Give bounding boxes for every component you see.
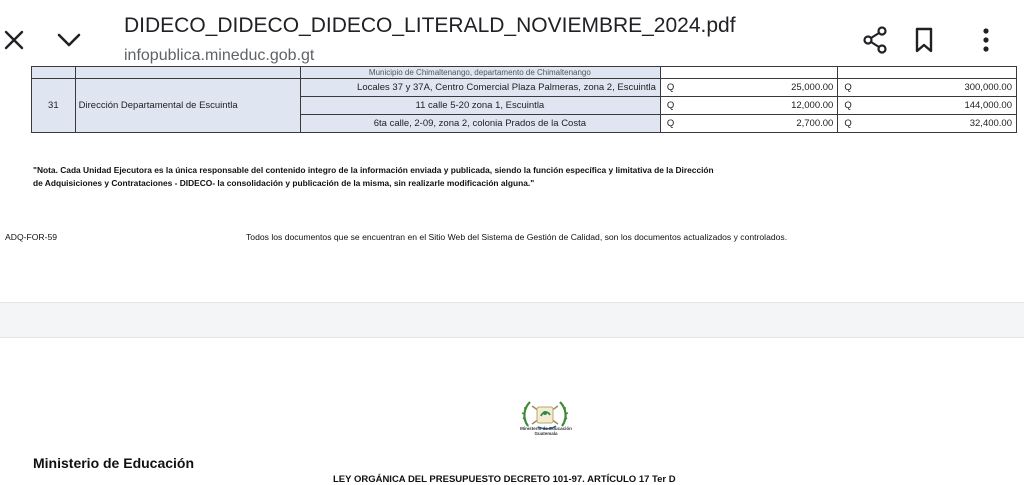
monthly-amount: 12,000.00 (680, 97, 838, 115)
currency-cell: Q (838, 97, 858, 115)
cut-row-cell: Municipio de Chimaltenango, departamento de Chimaltenango (300, 67, 660, 79)
form-code: ADQ-FOR-59 (5, 232, 58, 242)
note-line-1: "Nota. Cada Unidad Ejecutora es la única responsable del contenido integro de la información enviada y publicada, siendo la función específica y limitativa de la Dirección (33, 165, 714, 175)
bookmark-button[interactable] (906, 22, 942, 58)
address-cell: Locales 37 y 37A, Centro Comercial Plaza Palmeras, zona 2, Escuintla (300, 79, 660, 97)
table-row-cut (32, 67, 1017, 79)
rental-table (31, 66, 1017, 133)
table-row (32, 79, 1017, 97)
close-icon (3, 29, 25, 51)
monthly-amount: 25,000.00 (680, 79, 838, 97)
bookmark-icon (914, 27, 934, 53)
law-title: LEY ORGÁNICA DEL PRESUPUESTO DECRETO 101-97. ARTÍCULO 17 Ter D (333, 474, 676, 485)
currency-cell: Q (660, 79, 680, 97)
page-separator (0, 302, 1024, 338)
currency-cell: Q (838, 115, 858, 133)
unit-name: Dirección Departamental de Escuintla (75, 79, 300, 133)
document-host: infopublica.mineduc.gob.gt (124, 47, 315, 64)
row-number: 31 (32, 79, 76, 133)
more-options-button[interactable] (968, 22, 1004, 58)
pdf-page-1 (0, 68, 1024, 302)
disclaimer-note (33, 164, 813, 189)
emblem-label: Ministerio de Educación Guatemala (520, 426, 572, 436)
more-vert-icon (982, 27, 990, 53)
pdf-page-2 (0, 338, 1024, 484)
quality-footer-text: Todos los documentos que se encuentran en el Sitio Web del Sistema de Gestión de Calidad, son los documentos actualizados y controlados. (246, 232, 788, 242)
document-title: DIDECO_DIDECO_DIDECO_LITERALD_NOVIEMBRE_2024.pdf (124, 14, 736, 37)
address-cell: 6ta calle, 2-09, zona 2, colonia Prados de la Costa (300, 115, 660, 133)
annual-amount: 300,000.00 (858, 79, 1017, 97)
ministry-heading: Ministerio de Educación (33, 455, 195, 471)
annual-amount: 32,400.00 (858, 115, 1017, 133)
currency-cell: Q (838, 79, 858, 97)
note-line-2: de Adquisiciones y Contrataciones - DIDECO- la consolidación y publicación de la misma, sin realizarle modificación alguna." (33, 177, 535, 188)
share-button[interactable] (857, 22, 893, 58)
currency-cell: Q (660, 97, 680, 115)
monthly-amount: 2,700.00 (680, 115, 838, 133)
collapse-button[interactable] (52, 22, 86, 58)
address-cell: 11 calle 5-20 zona 1, Escuintla (300, 97, 660, 115)
share-icon (862, 26, 888, 54)
close-button[interactable] (0, 22, 28, 58)
currency-cell: Q (660, 115, 680, 133)
annual-amount: 144,000.00 (858, 97, 1017, 115)
chevron-down-icon (56, 32, 82, 48)
